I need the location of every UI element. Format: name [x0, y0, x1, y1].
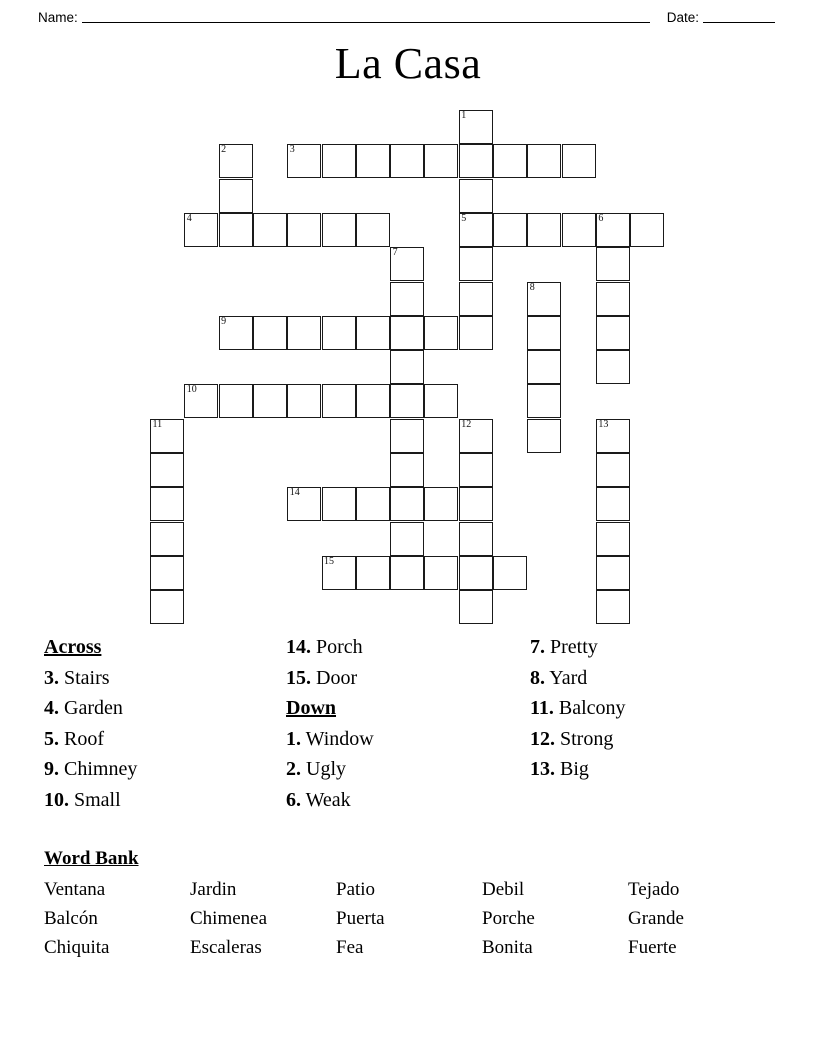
grid-cell[interactable]	[356, 487, 390, 521]
word-bank-word[interactable]: Tejado	[628, 879, 680, 900]
grid-cell[interactable]	[390, 556, 424, 590]
clue-text: Garden	[59, 697, 123, 719]
grid-cell[interactable]	[253, 384, 287, 418]
clue-column	[530, 632, 772, 785]
clue-number: 10.	[44, 788, 69, 811]
word-bank-word[interactable]: Puerta	[336, 908, 385, 929]
word-bank-column	[628, 875, 774, 962]
grid-cell[interactable]	[527, 384, 561, 418]
grid-cell-number: 11	[152, 418, 163, 430]
clue-text: Weak	[301, 788, 351, 811]
grid-cell[interactable]	[390, 453, 424, 487]
grid-cell[interactable]	[390, 144, 424, 178]
grid-cell[interactable]	[596, 316, 630, 350]
clue-item	[530, 663, 772, 694]
grid-cell-number: 14	[289, 487, 300, 499]
clue-item	[530, 632, 772, 663]
clue-column	[286, 632, 530, 815]
word-bank-column	[336, 875, 482, 962]
grid-cell-number: 12	[461, 418, 472, 430]
grid-cell-numbered[interactable]	[390, 247, 424, 281]
clue-list	[44, 632, 784, 815]
grid-cell-number: 3	[289, 144, 295, 156]
clue-text: Chimney	[59, 758, 138, 780]
grid-cell-numbered[interactable]	[287, 487, 321, 521]
grid-cell[interactable]	[356, 556, 390, 590]
grid-cell[interactable]	[596, 282, 630, 316]
clue-item	[44, 754, 286, 785]
clue-item	[286, 754, 530, 785]
clue-item	[286, 785, 530, 816]
grid-cell[interactable]	[596, 522, 630, 556]
clue-text: Roof	[59, 727, 104, 750]
grid-cell-number: 15	[324, 555, 334, 567]
grid-cell[interactable]	[390, 419, 424, 453]
clue-item	[44, 724, 286, 755]
grid-cell[interactable]	[493, 213, 527, 247]
grid-cell[interactable]	[356, 316, 390, 350]
grid-cell[interactable]	[459, 590, 493, 624]
grid-cell[interactable]	[596, 556, 630, 590]
grid-cell[interactable]	[322, 144, 356, 178]
word-bank-word[interactable]: Escaleras	[190, 937, 262, 958]
grid-cell-number: 2	[221, 144, 227, 156]
grid-cell-numbered[interactable]	[287, 144, 321, 178]
grid-cell[interactable]	[459, 487, 493, 521]
clue-item	[44, 693, 286, 724]
word-bank-column	[44, 875, 190, 962]
word-bank-word[interactable]: Chiquita	[44, 937, 110, 958]
word-bank-word[interactable]: Jardin	[190, 879, 237, 900]
clue-section-heading: Down	[286, 697, 337, 719]
grid-cell-number: 7	[392, 247, 398, 259]
clue-column	[44, 632, 286, 815]
grid-cell[interactable]	[322, 316, 356, 350]
grid-cell-numbered[interactable]	[459, 213, 493, 247]
grid-cell[interactable]	[596, 453, 630, 487]
grid-cell[interactable]	[253, 316, 287, 350]
clue-text: Door	[311, 666, 358, 689]
grid-cell[interactable]	[390, 350, 424, 384]
clue-text: Balcony	[553, 697, 626, 719]
grid-cell[interactable]	[424, 316, 458, 350]
grid-cell[interactable]	[527, 316, 561, 350]
clue-item	[44, 663, 286, 694]
clue-number: 3.	[44, 666, 59, 689]
grid-cell[interactable]	[596, 350, 630, 384]
grid-cell-number: 4	[186, 212, 192, 224]
grid-cell-numbered[interactable]	[150, 419, 184, 453]
clue-text: Pretty	[545, 636, 598, 658]
clue-text: Ugly	[301, 758, 346, 780]
word-bank-grid	[44, 875, 784, 962]
grid-cell-number: 8	[529, 281, 535, 293]
grid-cell-numbered[interactable]	[219, 316, 253, 350]
grid-cell-numbered[interactable]	[184, 384, 218, 418]
clue-item	[530, 754, 772, 785]
word-bank-word[interactable]: Balcón	[44, 908, 98, 929]
grid-cell[interactable]	[150, 556, 184, 590]
grid-cell[interactable]	[150, 522, 184, 556]
grid-cell[interactable]	[356, 213, 390, 247]
clue-item	[44, 785, 286, 816]
clue-number: 8.	[530, 666, 545, 689]
grid-cell[interactable]	[150, 487, 184, 521]
grid-cell[interactable]	[459, 453, 493, 487]
word-bank-word[interactable]: Bonita	[482, 937, 533, 958]
grid-cell[interactable]	[356, 384, 390, 418]
grid-cell[interactable]	[527, 350, 561, 384]
clue-text: Strong	[555, 727, 614, 750]
clue-number: 6.	[286, 788, 301, 811]
word-bank-word[interactable]: Fuerte	[628, 937, 677, 958]
grid-cell[interactable]	[390, 522, 424, 556]
grid-cell[interactable]	[459, 556, 493, 590]
clue-text: Small	[69, 788, 121, 811]
grid-cell[interactable]	[390, 316, 424, 350]
grid-cell[interactable]	[527, 213, 561, 247]
clue-item	[286, 663, 530, 694]
grid-cell[interactable]	[390, 282, 424, 316]
grid-cell-number: 6	[598, 212, 604, 224]
page-title: La Casa	[334, 39, 482, 88]
word-bank-word[interactable]: Grande	[628, 908, 684, 929]
clue-number: 15.	[286, 666, 311, 689]
grid-cell[interactable]	[390, 384, 424, 418]
grid-cell[interactable]	[219, 179, 253, 213]
clue-text: Yard	[545, 666, 588, 689]
grid-cell-numbered[interactable]	[219, 144, 253, 178]
clue-text: Big	[555, 758, 589, 780]
grid-cell[interactable]	[219, 213, 253, 247]
clue-item	[530, 724, 772, 755]
grid-cell[interactable]	[459, 282, 493, 316]
word-bank-word[interactable]: Fea	[336, 937, 364, 958]
grid-cell-numbered[interactable]	[184, 213, 218, 247]
grid-cell[interactable]	[150, 453, 184, 487]
grid-cell[interactable]	[287, 213, 321, 247]
grid-cell-number: 9	[221, 315, 227, 327]
grid-cell[interactable]	[527, 144, 561, 178]
grid-cell[interactable]	[150, 590, 184, 624]
grid-cell-numbered[interactable]	[322, 556, 356, 590]
grid-cell-numbered[interactable]	[459, 110, 493, 144]
grid-cell[interactable]	[459, 316, 493, 350]
grid-cell[interactable]	[493, 556, 527, 590]
grid-cell[interactable]	[459, 144, 493, 178]
word-bank-column	[190, 875, 336, 962]
grid-cell[interactable]	[390, 487, 424, 521]
grid-cell-number: 5	[461, 212, 467, 224]
grid-cell-numbered[interactable]	[596, 213, 630, 247]
clue-text: Stairs	[59, 666, 110, 689]
grid-cell[interactable]	[459, 247, 493, 281]
word-bank-column	[482, 875, 628, 962]
clue-number: 14.	[286, 636, 311, 658]
grid-cell[interactable]	[253, 213, 287, 247]
grid-cell[interactable]	[459, 522, 493, 556]
date-label: Date:	[666, 9, 699, 25]
grid-cell-numbered[interactable]	[527, 282, 561, 316]
clue-number: 11.	[530, 697, 554, 719]
grid-cell[interactable]	[596, 247, 630, 281]
clue-text: Window	[301, 727, 374, 750]
grid-cell[interactable]	[596, 487, 630, 521]
clue-item	[286, 724, 530, 755]
clue-section-heading: Across	[44, 636, 102, 658]
word-bank	[44, 845, 784, 962]
clue-item	[286, 632, 530, 663]
grid-cell[interactable]	[287, 316, 321, 350]
clue-number: 2.	[286, 758, 301, 780]
grid-cell[interactable]	[356, 144, 390, 178]
name-label: Name:	[38, 9, 78, 25]
grid-cell[interactable]	[596, 590, 630, 624]
clue-number: 1.	[286, 727, 301, 750]
word-bank-word[interactable]: Debil	[482, 879, 525, 900]
clue-text: Porch	[311, 636, 363, 658]
grid-cell[interactable]	[219, 384, 253, 418]
grid-cell[interactable]	[322, 487, 356, 521]
grid-cell[interactable]	[287, 384, 321, 418]
grid-cell[interactable]	[459, 179, 493, 213]
grid-cell-numbered[interactable]	[459, 419, 493, 453]
grid-cell[interactable]	[424, 384, 458, 418]
grid-cell[interactable]	[424, 487, 458, 521]
clue-item	[530, 693, 772, 724]
grid-cell[interactable]	[630, 213, 664, 247]
grid-cell[interactable]	[424, 556, 458, 590]
grid-cell-number: 10	[186, 384, 197, 396]
clue-number: 13.	[530, 758, 555, 780]
clue-number: 9.	[44, 758, 59, 780]
clue-number: 5.	[44, 727, 59, 750]
grid-cell-number: 1	[461, 110, 467, 121]
word-bank-word[interactable]: Porche	[482, 908, 535, 929]
grid-cell[interactable]	[562, 144, 596, 178]
clue-number: 7.	[530, 636, 545, 658]
word-bank-word[interactable]: Patio	[336, 879, 376, 900]
clue-number: 4.	[44, 697, 59, 719]
word-bank-word[interactable]: Ventana	[44, 879, 106, 900]
grid-cell[interactable]	[424, 144, 458, 178]
word-bank-word[interactable]: Chimenea	[190, 908, 268, 929]
clue-number: 12.	[530, 727, 555, 750]
grid-cell[interactable]	[493, 144, 527, 178]
grid-cell[interactable]	[527, 419, 561, 453]
grid-cell-numbered[interactable]	[596, 419, 630, 453]
grid-cell[interactable]	[562, 213, 596, 247]
grid-cell[interactable]	[322, 213, 356, 247]
grid-cell[interactable]	[322, 384, 356, 418]
word-bank-heading: Word Bank	[44, 848, 139, 869]
grid-cell-number: 13	[598, 418, 609, 430]
